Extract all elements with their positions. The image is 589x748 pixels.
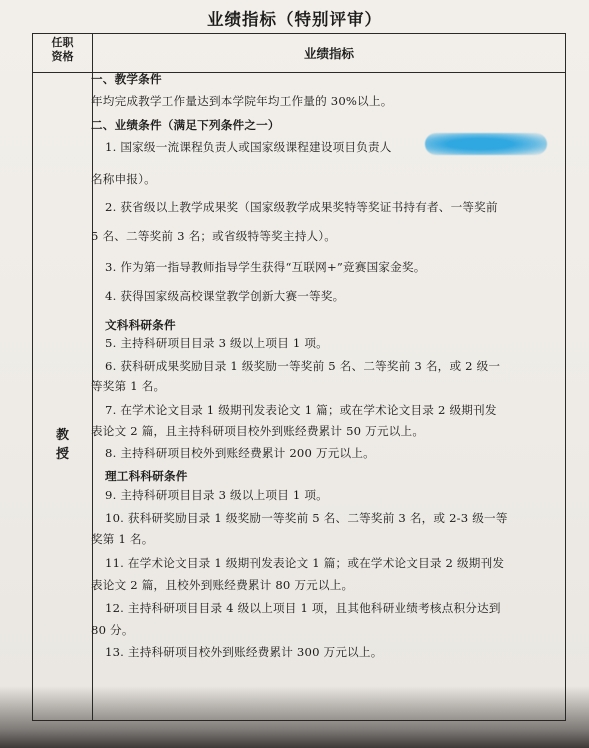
criterion-line: 名称申报）。 — [91, 172, 156, 186]
criterion-line: 9. 主持科研项目目录 3 级以上项目 1 项。 — [105, 488, 328, 502]
page-title: 业绩指标（特别评审） — [207, 10, 382, 29]
criterion-line: 11. 在学术论文目录 1 级期刊发表论文 1 篇；或在学术论文目录 2 级期刊发 — [105, 556, 505, 570]
teaching-requirement: 年均完成教学工作量达到本学院年均工作量的 30%以上。 — [91, 94, 393, 108]
subsection-liberal-arts-heading: 文科科研条件 — [105, 318, 176, 332]
criterion-line: 3. 作为第一指导教师指导学生获得“互联网+”竞赛国家金奖。 — [105, 260, 426, 274]
criterion-line: 6. 获科研成果奖励目录 1 级奖励一等奖前 5 名、二等奖前 3 名，或 2 级一 — [105, 359, 501, 373]
rank-char: 教 — [55, 428, 69, 443]
header-qualification — [33, 36, 92, 64]
header-qualification-line: 任职 — [51, 36, 74, 49]
redaction-mark — [425, 133, 547, 155]
column-divider — [92, 34, 93, 720]
rank-professor — [33, 426, 92, 464]
criterion-line: 8. 主持科研项目校外到账经费累计 200 万元以上。 — [105, 446, 375, 460]
rank-char: 授 — [55, 447, 69, 462]
section-teaching-heading: 一、教学条件 — [91, 72, 162, 86]
criterion-line: 7. 在学术论文目录 1 级期刊发表论文 1 篇；或在学术论文目录 2 级期刊发 — [105, 403, 497, 417]
header-qualification-line: 资格 — [51, 50, 74, 63]
criterion-line: 10. 获科研奖励目录 1 级奖励一等奖前 5 名、二等奖前 3 名，或 2-3 级一等 — [105, 511, 508, 525]
criterion-line: 表论文 2 篇，且主持科研项目校外到账经费累计 50 万元以上。 — [91, 424, 425, 438]
criterion-line: 2. 获省级以上教学成果奖（国家级教学成果奖特等奖证书持有者、一等奖前 — [105, 200, 498, 214]
subsection-science-heading: 理工科科研条件 — [105, 469, 188, 483]
section-performance-heading: 二、业绩条件（满足下列条件之一） — [91, 118, 280, 132]
criterion-line: 表论文 2 篇，且校外到账经费累计 80 万元以上。 — [91, 578, 354, 592]
criterion-line: 13. 主持科研项目校外到账经费累计 300 万元以上。 — [105, 645, 383, 659]
criterion-line: 5 名、二等奖前 3 名；或省级特等奖主持人）。 — [91, 229, 337, 243]
header-indicators: 业绩指标 — [303, 46, 354, 61]
criterion-line: 12. 主持科研项目目录 4 级以上项目 1 项，且其他科研业绩考核点积分达到 — [105, 601, 501, 615]
criterion-line: 1. 国家级一流课程负责人或国家级课程建设项目负责人 — [105, 140, 392, 154]
criterion-line: 等奖第 1 名。 — [91, 379, 166, 393]
criterion-line: 5. 主持科研项目目录 3 级以上项目 1 项。 — [105, 336, 328, 350]
criterion-line: 80 分。 — [91, 623, 134, 637]
criterion-line: 奖第 1 名。 — [91, 532, 154, 546]
photo-shadow — [0, 686, 589, 748]
criterion-line: 4. 获得国家级高校课堂教学创新大赛一等奖。 — [105, 289, 345, 303]
